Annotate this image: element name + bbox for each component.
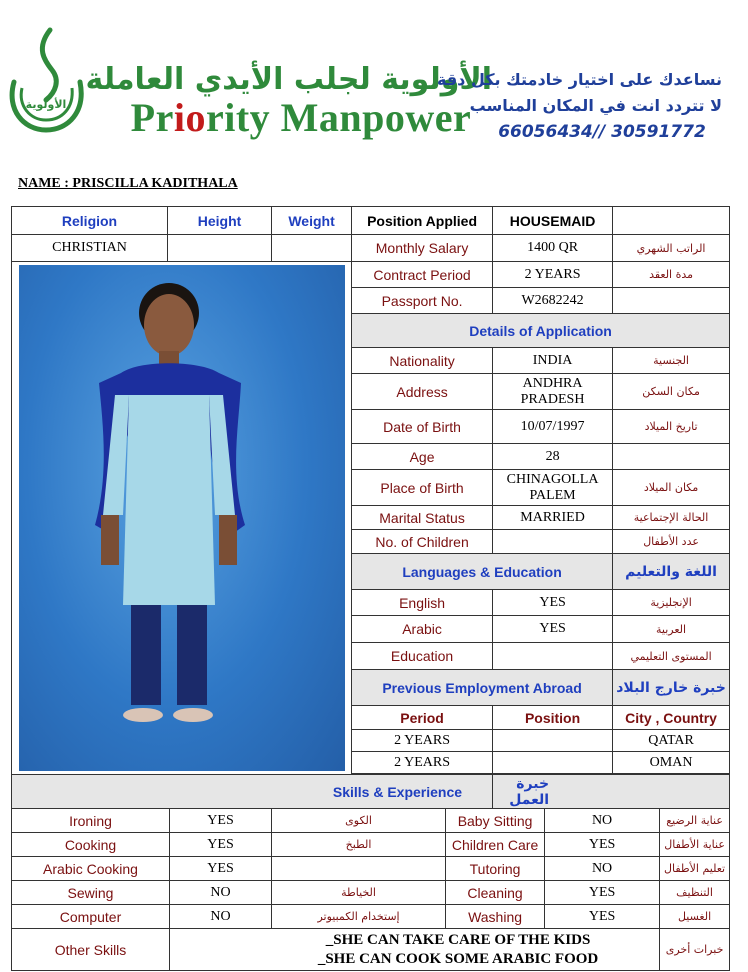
languages-section-title: Languages & Education [352,554,613,590]
tagline-line-2: لا تتردد انت في المكان المناسب [469,96,722,115]
passport-value: W2682242 [493,288,613,314]
company-name-part-2: rity Manpower [205,95,472,140]
candidate-photo [19,265,345,771]
details-section-title: Details of Application [352,314,730,348]
weight-header: Weight [272,207,352,235]
company-name-arabic: الأولوية لجلب الأيدي العاملة [85,62,492,97]
position-applied-value: HOUSEMAID [493,207,613,235]
education-value [493,643,613,670]
skill-tutoring-ar: تعليم الأطفال [660,857,730,881]
other-skills-value [170,929,660,971]
arabic-ar: العربية [613,616,730,643]
other-skills-label: Other Skills [12,929,170,971]
city-country-header: City , Country [613,706,730,730]
skill-baby-sitting-value: NO [545,809,660,833]
skill-ironing-label: Ironing [12,809,170,833]
address-ar: مكان السكن [613,374,730,410]
monthly-salary-label: Monthly Salary [352,235,493,262]
religion-header: Religion [12,207,168,235]
height-value [168,235,272,262]
contract-period-label: Contract Period [352,262,493,288]
dob-ar: تاريخ الميلاد [613,410,730,444]
monthly-salary-ar: الراتب الشهري [613,235,730,262]
skill-baby-sitting-ar: عناية الرضيع [660,809,730,833]
skill-washing-ar: الغسيل [660,905,730,929]
skill-washing-value: YES [545,905,660,929]
height-header: Height [168,207,272,235]
marital-status-ar: الحالة الإجتماعية [613,506,730,530]
skills-section-title: Skills & Experience [12,775,493,809]
other-skills-ar: خبرات أخرى [660,929,730,971]
employment-section-title: Previous Employment Abroad [352,670,613,706]
place-of-birth-value: CHINAGOLLA PALEM [493,470,613,506]
skill-computer-ar: إستخدام الكمبيوتر [272,905,446,929]
passport-label: Passport No. [352,288,493,314]
religion-value: CHRISTIAN [12,235,168,262]
english-label: English [352,590,493,616]
skill-cooking-ar: الطبخ [272,833,446,857]
other-skill-1: _SHE CAN TAKE CARE OF THE KIDS [325,931,591,948]
skill-tutoring-value: NO [545,857,660,881]
skill-cooking-label: Cooking [12,833,170,857]
company-name-english [106,94,496,141]
top-header-row [12,207,730,235]
skill-computer-label: Computer [12,905,170,929]
children-ar: عدد الأطفال [613,530,730,554]
nationality-label: Nationality [352,348,493,374]
cv-table [11,206,730,971]
company-logo-mark [6,26,86,136]
dob-label: Date of Birth [352,410,493,444]
company-name-accent: io [173,95,206,140]
age-label: Age [352,444,493,470]
english-ar: الإنجليزية [613,590,730,616]
employment-position-1 [493,730,613,752]
skill-washing-label: Washing [446,905,545,929]
person-silhouette [19,265,345,771]
education-ar: المستوى التعليمي [613,643,730,670]
employment-period-1: 2 YEARS [352,730,493,752]
company-name-part-1: Pr [130,95,174,140]
place-of-birth-label: Place of Birth [352,470,493,506]
monthly-salary-value: 1400 QR [493,235,613,262]
skill-cleaning-ar: التنظيف [660,881,730,905]
employment-section-title-ar: خبرة خارج البلاد [613,670,730,706]
english-value: YES [493,590,613,616]
skill-children-care-ar: عناية الأطفال [660,833,730,857]
skill-ironing-value: YES [170,809,272,833]
position-applied-ar [613,207,730,235]
age-value: 28 [493,444,613,470]
marital-status-value: MARRIED [493,506,613,530]
skill-arabic-cooking-value: YES [170,857,272,881]
education-label: Education [352,643,493,670]
address-value: ANDHRA PRADESH [493,374,613,410]
logo-mark-text: الأولوية [25,98,67,111]
children-label: No. of Children [352,530,493,554]
employment-position-2 [493,752,613,774]
photo-cell [12,262,352,775]
address-label: Address [352,374,493,410]
skill-tutoring-label: Tutoring [446,857,545,881]
contract-period-ar: مدة العقد [613,262,730,288]
skill-arabic-cooking-label: Arabic Cooking [12,857,170,881]
nationality-value: INDIA [493,348,613,374]
weight-value [272,235,352,262]
skill-cleaning-value: YES [545,881,660,905]
position-applied-header: Position Applied [352,207,493,235]
position-header: Position [493,706,613,730]
skill-row [12,881,730,905]
marital-status-label: Marital Status [352,506,493,530]
employment-country-2: OMAN [613,752,730,774]
employment-country-1: QATAR [613,730,730,752]
children-value [493,530,613,554]
skill-computer-value: NO [170,905,272,929]
skill-children-care-label: Children Care [446,833,545,857]
arabic-label: Arabic [352,616,493,643]
skill-row [12,905,730,929]
contract-period-value: 2 YEARS [493,262,613,288]
skill-children-care-value: YES [545,833,660,857]
employment-period-2: 2 YEARS [352,752,493,774]
dob-value: 10/07/1997 [493,410,613,444]
tagline-line-1: نساعدك على اختيار خادمتك بكل دقة [437,70,722,89]
passport-ar [613,288,730,314]
skill-cleaning-label: Cleaning [446,881,545,905]
place-of-birth-ar: مكان الميلاد [613,470,730,506]
skill-ironing-ar: الكوى [272,809,446,833]
skill-arabic-cooking-ar [272,857,446,881]
skill-baby-sitting-label: Baby Sitting [446,809,545,833]
period-header: Period [352,706,493,730]
skill-cooking-value: YES [170,833,272,857]
arabic-value: YES [493,616,613,643]
company-phones: 66056434// 30591772 [498,122,706,142]
skill-sewing-label: Sewing [12,881,170,905]
skill-row [12,857,730,881]
candidate-name: NAME : PRISCILLA KADITHALA [18,176,238,191]
skill-sewing-value: NO [170,881,272,905]
top-values-row [12,235,730,262]
other-skill-2: _SHE CAN COOK SOME ARABIC FOOD [317,950,599,967]
skills-section-title-ar: خبرة العمل [493,775,730,809]
nationality-ar: الجنسية [613,348,730,374]
age-ar [613,444,730,470]
skill-row [12,833,730,857]
skill-sewing-ar: الخياطة [272,881,446,905]
languages-section-title-ar: اللغة والتعليم [613,554,730,590]
skill-row [12,809,730,833]
